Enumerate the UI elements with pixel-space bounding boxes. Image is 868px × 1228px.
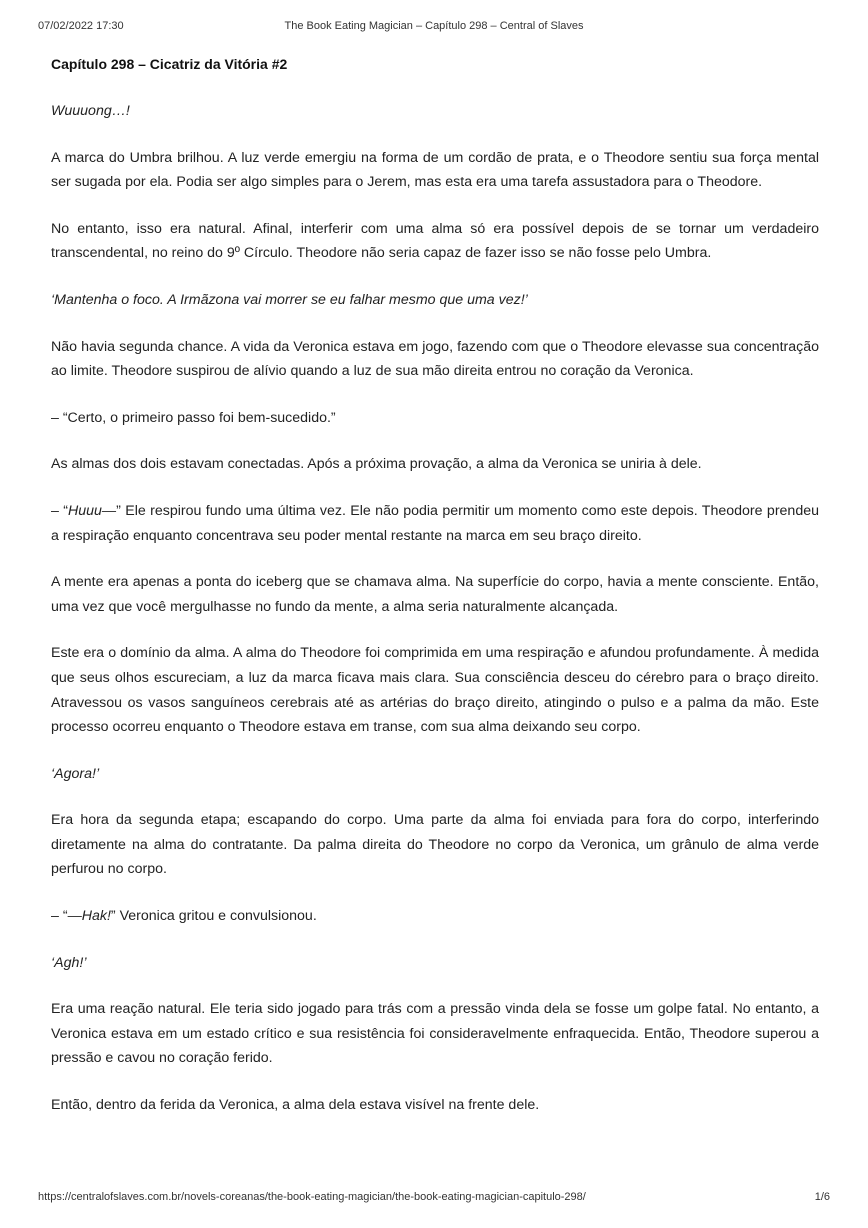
paragraph-10: Este era o domínio da alma. A alma do Theodore foi comprimida em uma respiração e afundou profundamente. À medida que seus olhos escureciam, a luz da marca ficava mais clara. Sua consciência desceu do cérebro para o braço direito. Atravessou os vasos sanguíneos cerebrais até as artérias do braço direito, atingindo o pulso e a palma da mão. Este processo ocorreu enquanto o Theodore estava em transe, com sua alma deixando seu corpo. <box>51 645 819 736</box>
page-number: 1/6 <box>814 1191 830 1203</box>
print-page-title: The Book Eating Magician – Capítulo 298 – Central of Slaves <box>284 20 584 32</box>
source-url: https://centralofslaves.com.br/novels-coreanas/the-book-eating-magician/the-book-eating-magician-capitulo-298/ <box>38 1191 586 1203</box>
paragraph-12: Era hora da segunda etapa; escapando do corpo. Uma parte da alma foi enviada para fora do corpo, interferindo diretamente na alma do contratante. Da palma direita do Theodore no corpo da Veronica, um grânulo de alma verde perfurou no corpo. <box>51 812 819 878</box>
paragraph-13-italic: —Hak! <box>67 908 111 925</box>
paragraph-15: Era uma reação natural. Ele teria sido jogado para trás com a pressão vinda dela se fosse um golpe fatal. No entanto, a Veronica estava em um estado crítico e sua resistência foi consideravelmente enfraquecida. Então, Theodore superou a pressão e cavou no coração ferido. <box>51 1001 819 1067</box>
paragraph-1: Wuuuong…! <box>51 103 130 119</box>
paragraph-6: – “Certo, o primeiro passo foi bem-sucedido.” <box>51 409 336 426</box>
print-header <box>38 20 830 36</box>
paragraph-9: A mente era apenas a ponta do iceberg que se chamava alma. Na superfície do corpo, havia a mente consciente. Então, uma vez que você mergulhasse no fundo da mente, a alma seria naturalmente alcançada. <box>51 574 819 615</box>
chapter-title: Capítulo 298 – Cicatriz da Vitória #2 <box>51 56 288 72</box>
paragraph-14: ‘Agh!’ <box>51 954 87 971</box>
paragraph-16: Então, dentro da ferida da Veronica, a alma dela estava visível na frente dele. <box>51 1097 540 1114</box>
article-body <box>51 54 819 1140</box>
paragraph-13-prefix: – “ <box>51 908 68 925</box>
paragraph-5: Não havia segunda chance. A vida da Veronica estava em jogo, fazendo com que o Theodore elevasse sua concentração ao limite. Theodore suspirou de alívio quando a luz de sua mão direita entrou no coração da Veronica. <box>51 338 819 380</box>
print-datetime: 07/02/2022 17:30 <box>38 20 124 32</box>
paragraph-2: A marca do Umbra brilhou. A luz verde emergiu na forma de um cordão de prata, e o Theodore sentiu sua força mental ser sugada por ela. Podia ser algo simples para o Jerem, mas esta era uma tarefa assustadora para o Theodore. <box>51 149 819 191</box>
paragraph-11: ‘Agora!’ <box>51 765 100 782</box>
paragraph-8-suffix: ” Ele respirou fundo uma última vez. Ele não podia permitir um momento como este depois. Theodore prendeu a respiração enquanto concentrava seu poder mental restante na marca em seu braço direito. <box>51 502 819 544</box>
paragraph-13 <box>51 904 819 929</box>
paragraph-7: As almas dos dois estavam conectadas. Após a próxima provação, a alma da Veronica se uniria à dele. <box>51 456 702 473</box>
paragraph-4: ‘Mantenha o foco. A Irmãzona vai morrer se eu falhar mesmo que uma vez!’ <box>51 291 528 308</box>
paragraph-8 <box>51 499 819 548</box>
paragraph-8-prefix: – “ <box>51 502 69 519</box>
paragraph-8-italic: Huuu— <box>68 502 117 519</box>
print-footer <box>38 1191 830 1207</box>
paragraph-13-suffix: ” Veronica gritou e convulsionou. <box>110 908 317 925</box>
paragraph-3: No entanto, isso era natural. Afinal, interferir com uma alma só era possível depois de se tornar um verdadeiro transcendental, no reino do 9º Círculo. Theodore não seria capaz de fazer isso se não fosse pelo Umbra. <box>51 220 819 262</box>
